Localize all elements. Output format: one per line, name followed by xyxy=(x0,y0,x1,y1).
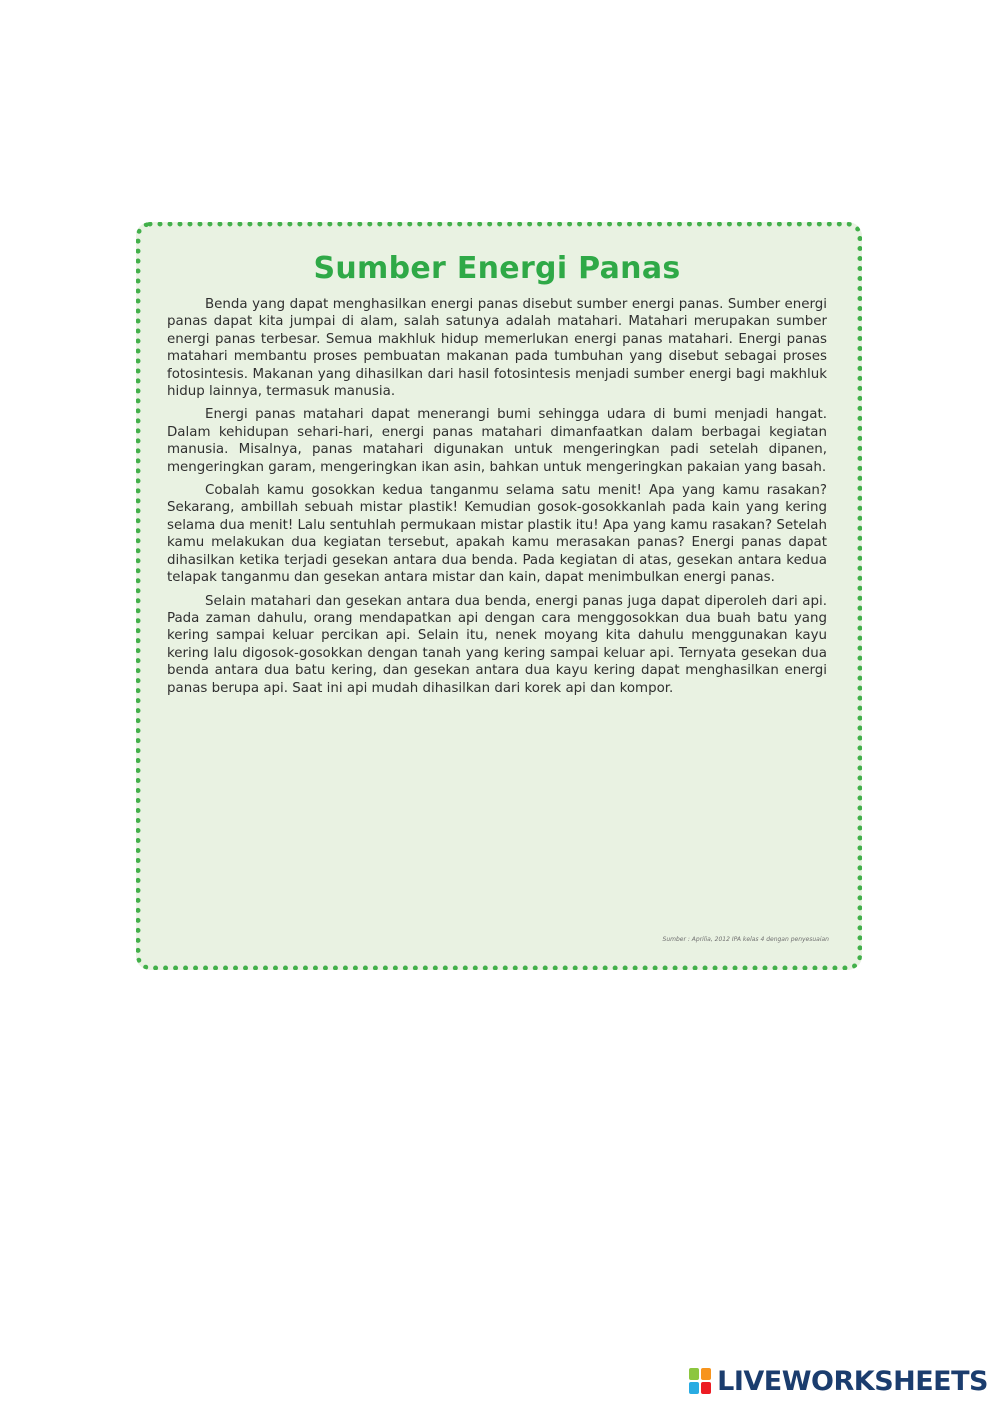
document-title: Sumber Energi Panas xyxy=(313,251,681,286)
paragraph-1: Benda yang dapat menghasilkan energi panas disebut sumber energi panas. Sumber energi panas dapat kita jumpai di alam, salah satunya adalah matahari. Matahari merupakan sumber energi panas terbesar. Semua makhluk hidup memerlukan energi panas matahari. Energi panas matahari membantu proses pembuatan makanan pada tumbuhan yang disebut sebagai proses fotosintesis. Makanan yang dihasilkan dari hasil fotosintesis menjadi sumber energi bagi makhluk hidup lainnya, termasuk manusia. xyxy=(167,297,827,400)
source-citation: Sumber : Aprilia, 2012 IPA kelas 4 dengan penyesuaian xyxy=(662,936,829,943)
paragraph-4: Selain matahari dan gesekan antara dua benda, energi panas juga dapat diperoleh dari api. Pada zaman dahulu, orang mendapatkan api dengan cara menggosokkan dua buah batu yang kering sampai keluar percikan api. Selain itu, nenek moyang kita dahulu menggunakan kayu kering lalu digosok-gosokkan dengan tanah yang kering sampai keluar api. Ternyata gesekan dua benda antara dua batu kering, dan gesekan antara dua kayu kering dapat menghasilkan energi panas berupa api. Saat ini api mudah dihasilkan dari korek api dan kompor. xyxy=(167,593,827,696)
logo-square-orange xyxy=(701,1368,711,1380)
logo-text: LIVEWORKSHEETS xyxy=(717,1365,988,1397)
paragraph-2: Energi panas matahari dapat menerangi bumi sehingga udara di bumi menjadi hangat. Dalam kehidupan sehari-hari, energi panas matahari dimanfaatkan dalam berbagai kegiatan manusia. Misalnya, panas matahari digunakan untuk mengeringkan padi setelah dipanen, mengeringkan garam, mengeringkan ikan asin, bahkan untuk mengeringkan pakaian yang basah. xyxy=(167,407,827,475)
paragraph-3: Cobalah kamu gosokkan kedua tanganmu selama satu menit! Apa yang kamu rasakan? Sekarang, ambillah sebuah mistar plastik! Kemudian gosok-gosokkanlah pada kain yang kering selama dua menit! Lalu sentuhlah permukaan mistar plastik itu! Apa yang kamu rasakan? Setelah kamu melakukan dua kegiatan tersebut, apakah kamu merasakan panas? Energi panas dapat dihasilkan ketika terjadi gesekan antara dua benda. Pada kegiatan di atas, gesekan antara kedua telapak tanganmu dan gesekan antara mistar dan kain, dapat menimbulkan energi panas. xyxy=(167,483,827,586)
logo-square-green xyxy=(689,1368,699,1380)
reading-card xyxy=(136,222,862,970)
logo-square-blue xyxy=(689,1382,699,1394)
logo-square-red xyxy=(701,1382,711,1394)
liveworksheets-logo[interactable] xyxy=(689,1361,988,1401)
liveworksheets-logo-icon xyxy=(689,1368,711,1394)
